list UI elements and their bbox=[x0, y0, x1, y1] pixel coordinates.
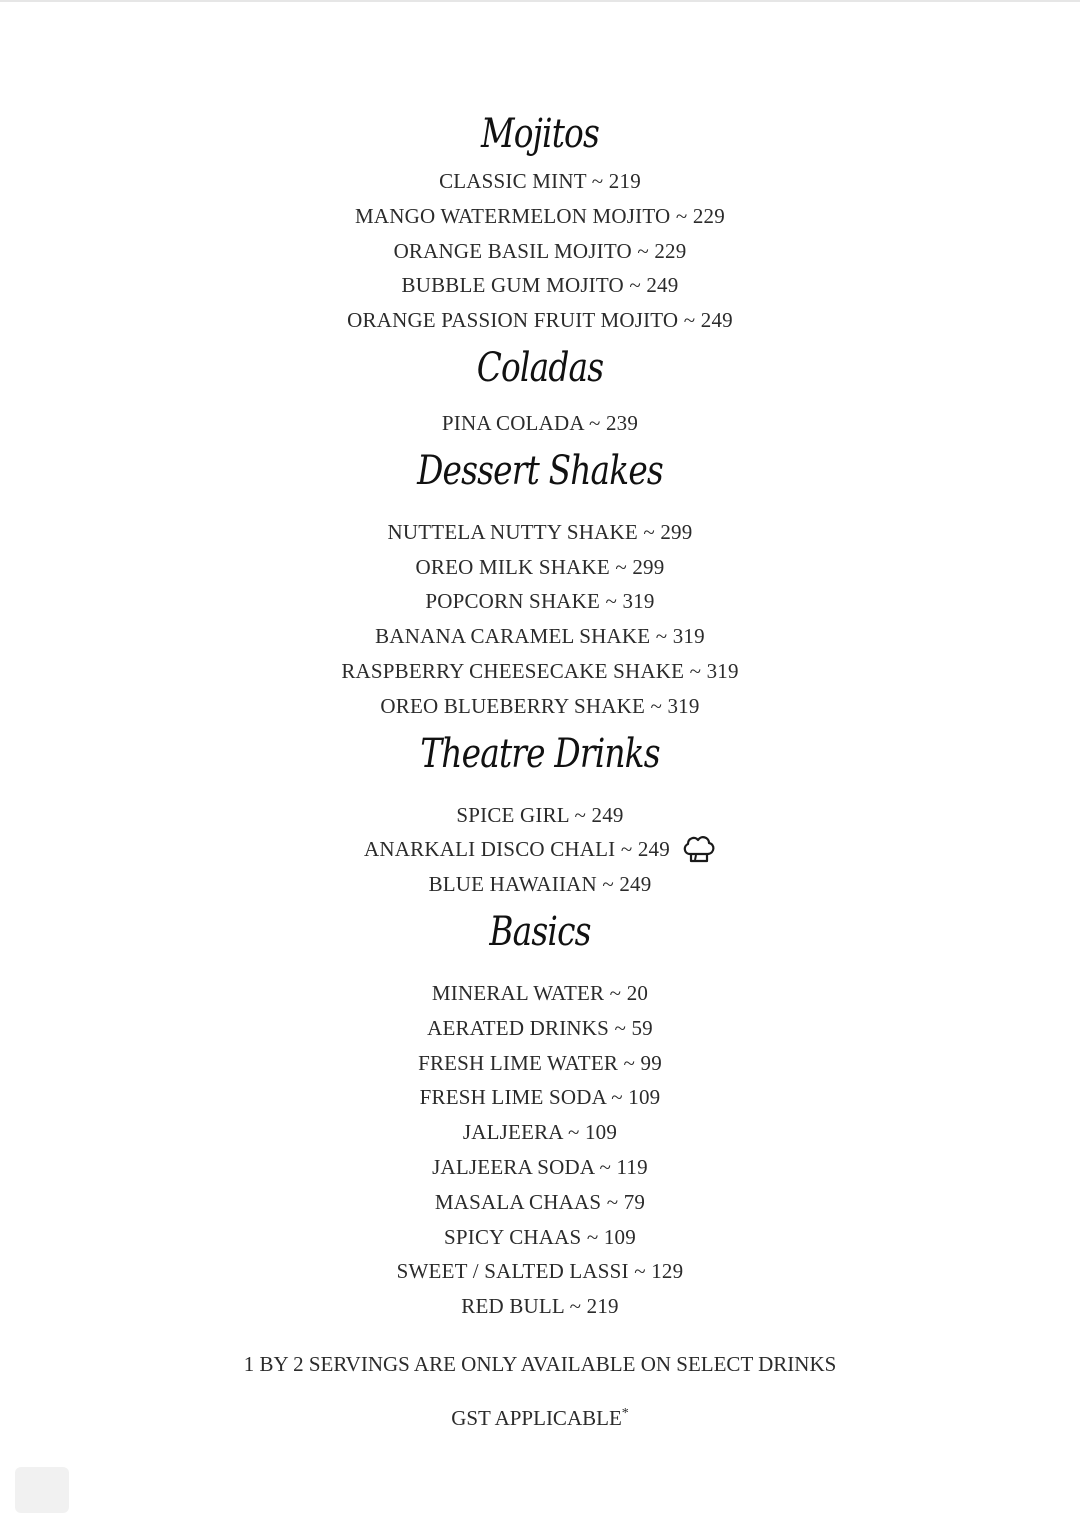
menu-item: AERATED DRINKS ~ 59 bbox=[427, 1015, 653, 1040]
section-title-mojitos: Mojitos bbox=[480, 111, 600, 157]
menu-item: ORANGE PASSION FRUIT MOJITO ~ 249 bbox=[347, 308, 733, 333]
menu-item: JALJEERA SODA ~ 119 bbox=[432, 1154, 648, 1179]
drinks-menu bbox=[0, 104, 1080, 1324]
section-theatre-drinks bbox=[0, 724, 1080, 902]
menu-item: BLUE HAWAIIAN ~ 249 bbox=[428, 872, 652, 897]
servings-note: 1 BY 2 SERVINGS ARE ONLY AVAILABLE ON SELECT DRINKS bbox=[243, 1352, 837, 1376]
menu-item: MINERAL WATER ~ 20 bbox=[431, 980, 649, 1005]
section-title-coladas: Coladas bbox=[476, 344, 604, 391]
gst-note bbox=[0, 1394, 1080, 1434]
menu-item: SWEET / SALTED LASSI ~ 129 bbox=[396, 1259, 684, 1284]
menu-item: BANANA CARAMEL SHAKE ~ 319 bbox=[375, 624, 705, 649]
menu-item: NUTTELA NUTTY SHAKE ~ 299 bbox=[387, 519, 693, 544]
menu-item: CLASSIC MINT ~ 219 bbox=[439, 169, 641, 193]
menu-item: OREO BLUEBERRY SHAKE ~ 319 bbox=[380, 693, 700, 718]
menu-list-theatre-drinks bbox=[0, 798, 1080, 902]
menu-item: RASPBERRY CHEESECAKE SHAKE ~ 319 bbox=[341, 658, 739, 683]
menu-item: SPICY CHAAS ~ 109 bbox=[444, 1224, 636, 1249]
menu-list-coladas bbox=[0, 406, 1080, 441]
menu-item-label: ANARKALI DISCO CHALI ~ 249 bbox=[364, 837, 670, 862]
chef-hat-icon bbox=[682, 834, 716, 864]
section-title-dessert-shakes: Dessert Shakes bbox=[417, 447, 663, 494]
menu-item: POPCORN SHAKE ~ 319 bbox=[425, 589, 655, 614]
top-border bbox=[0, 0, 1080, 2]
menu-notes bbox=[0, 1344, 1080, 1434]
menu-item-with-icon bbox=[0, 832, 1080, 867]
menu-list-basics bbox=[0, 976, 1080, 1324]
menu-list-mojitos bbox=[0, 164, 1080, 338]
menu-item: PINA COLADA ~ 239 bbox=[441, 410, 639, 435]
section-coladas bbox=[0, 338, 1080, 441]
menu-item: RED BULL ~ 219 bbox=[461, 1294, 619, 1319]
menu-item: BUBBLE GUM MOJITO ~ 249 bbox=[401, 273, 679, 298]
viewer-corner-button[interactable] bbox=[15, 1467, 69, 1513]
menu-item: MANGO WATERMELON MOJITO ~ 229 bbox=[355, 203, 725, 228]
menu-item: FRESH LIME WATER ~ 99 bbox=[418, 1050, 662, 1075]
section-dessert-shakes bbox=[0, 441, 1080, 724]
section-mojitos bbox=[0, 104, 1080, 338]
menu-item: ORANGE BASIL MOJITO ~ 229 bbox=[393, 238, 687, 263]
section-basics bbox=[0, 902, 1080, 1324]
section-title-basics: Basics bbox=[489, 908, 591, 955]
menu-item: MASALA CHAAS ~ 79 bbox=[434, 1189, 646, 1214]
menu-item: JALJEERA ~ 109 bbox=[462, 1120, 618, 1145]
menu-item: SPICE GIRL ~ 249 bbox=[456, 802, 624, 827]
gst-note-text: GST APPLICABLE bbox=[451, 1406, 622, 1430]
menu-list-dessert-shakes bbox=[0, 515, 1080, 724]
gst-asterisk: * bbox=[621, 1406, 629, 1421]
menu-item: OREO MILK SHAKE ~ 299 bbox=[415, 554, 665, 579]
section-title-theatre-drinks: Theatre Drinks bbox=[420, 730, 660, 777]
menu-item: FRESH LIME SODA ~ 109 bbox=[419, 1085, 661, 1110]
